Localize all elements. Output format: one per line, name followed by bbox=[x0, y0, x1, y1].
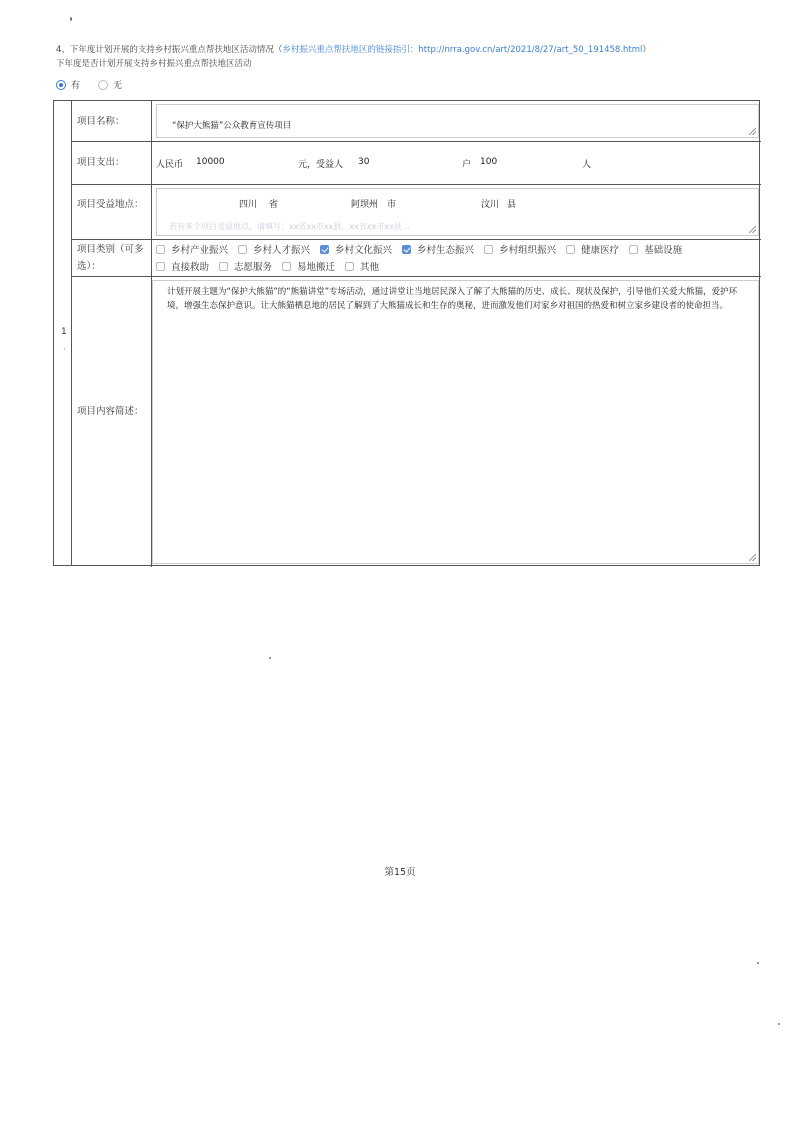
amount-input[interactable]: 10000 bbox=[196, 157, 225, 167]
question-title-suffix: ） bbox=[642, 45, 651, 55]
category-option-label: 乡村组织振兴 bbox=[499, 245, 557, 256]
guide-link[interactable]: 乡村振兴重点帮扶地区的链接指引：http://nrra.gov.cn/art/2021/8/27/art_50_191458.html bbox=[282, 45, 643, 55]
people-input[interactable]: 100 bbox=[480, 157, 498, 167]
ren-label: 人 bbox=[582, 160, 592, 170]
project-name-label: 项目名称： bbox=[72, 101, 152, 141]
checkbox-icon[interactable] bbox=[484, 245, 493, 254]
category-option-label: 志愿服务 bbox=[234, 262, 273, 273]
checkbox-icon[interactable] bbox=[282, 262, 291, 271]
checkbox-checked-icon[interactable] bbox=[320, 245, 329, 254]
resize-handle-icon[interactable] bbox=[749, 554, 756, 561]
resize-handle-icon[interactable] bbox=[749, 128, 756, 135]
question-subtitle: 下年度是否计划开展支持乡村振兴重点帮扶地区活动 bbox=[56, 59, 252, 69]
location-row bbox=[72, 185, 761, 240]
category-option[interactable] bbox=[320, 242, 392, 256]
category-option[interactable] bbox=[156, 259, 209, 273]
question-title-prefix: 4、下年度计划开展的支持乡村振兴重点帮扶地区活动情况（ bbox=[56, 45, 283, 55]
location-input[interactable] bbox=[156, 188, 759, 236]
expense-row bbox=[72, 142, 761, 185]
category-option-label: 乡村人才振兴 bbox=[253, 245, 311, 256]
category-option[interactable] bbox=[156, 242, 228, 256]
city-value: 阿坝州 bbox=[351, 200, 379, 210]
row-index-column bbox=[54, 101, 72, 565]
category-label: 项目类别（可多选）： bbox=[72, 240, 152, 276]
province-unit: 省 bbox=[269, 200, 279, 210]
category-option-label: 乡村产业振兴 bbox=[171, 245, 229, 256]
yuan-label: 元，受益人 bbox=[298, 160, 344, 170]
checkbox-icon[interactable] bbox=[629, 245, 638, 254]
checkbox-icon[interactable] bbox=[345, 262, 354, 271]
category-row bbox=[72, 240, 761, 277]
project-name-row bbox=[72, 101, 761, 142]
category-option-label: 乡村文化振兴 bbox=[335, 245, 393, 256]
row-index: 1 bbox=[61, 327, 67, 337]
category-option[interactable] bbox=[566, 242, 619, 256]
radio-no-label: 无 bbox=[113, 81, 123, 91]
location-label: 项目受益地点： bbox=[72, 185, 152, 239]
category-option[interactable] bbox=[282, 259, 335, 273]
category-option-label: 基础设施 bbox=[644, 245, 683, 256]
hu-label: 户 bbox=[462, 160, 472, 170]
radio-no[interactable] bbox=[98, 80, 108, 90]
households-input[interactable]: 30 bbox=[358, 157, 370, 167]
category-option[interactable] bbox=[238, 242, 310, 256]
description-value: 计划开展主题为“保护大熊猫”的“熊猫讲堂”专场活动，通过讲堂让当地居民深入了解了大熊猫的历史、成长、现状及保护，引导他们关爱大熊猫，爱护环境，增强生态保护意识。让大熊猫栖息地的居民了解到了大熊猫成长和生存的奥秘，进而激发他们对家乡对祖国的热爱和树立家乡建设者的使命担当。 bbox=[167, 287, 738, 311]
checkbox-checked-icon[interactable] bbox=[402, 245, 411, 254]
category-option-label: 直接救助 bbox=[171, 262, 210, 273]
city-unit: 市 bbox=[387, 200, 397, 210]
description-label: 项目内容简述： bbox=[72, 277, 152, 567]
project-name-value: “保护大熊猫”公众教育宣传项目 bbox=[172, 121, 292, 131]
expense-label: 项目支出： bbox=[72, 142, 152, 184]
page-number: 第15页 bbox=[384, 867, 416, 878]
checkbox-icon[interactable] bbox=[238, 245, 247, 254]
question-title bbox=[56, 43, 651, 55]
project-name-input[interactable] bbox=[156, 104, 759, 138]
row-index-dot: · bbox=[63, 345, 66, 354]
category-option[interactable] bbox=[484, 242, 556, 256]
currency-label: 人民币 bbox=[156, 160, 184, 170]
scan-speck bbox=[269, 657, 271, 659]
category-option-label: 健康医疗 bbox=[581, 245, 620, 256]
category-option-label: 其他 bbox=[360, 262, 380, 273]
scan-speck bbox=[778, 1023, 780, 1025]
county-value: 汶川 bbox=[481, 200, 500, 210]
description-textarea[interactable] bbox=[152, 280, 759, 564]
checkbox-icon[interactable] bbox=[156, 245, 165, 254]
activity-radio-group bbox=[56, 78, 140, 91]
checkbox-icon[interactable] bbox=[566, 245, 575, 254]
category-option[interactable] bbox=[629, 242, 682, 256]
category-option[interactable] bbox=[219, 259, 272, 273]
category-option-label: 易地搬迁 bbox=[297, 262, 336, 273]
radio-yes[interactable] bbox=[56, 80, 66, 90]
category-option[interactable] bbox=[402, 242, 474, 256]
scan-speck bbox=[757, 962, 759, 964]
checkbox-icon[interactable] bbox=[156, 262, 165, 271]
category-option[interactable] bbox=[345, 259, 379, 273]
description-row bbox=[72, 277, 761, 567]
resize-handle-icon[interactable] bbox=[749, 226, 756, 233]
radio-yes-label: 有 bbox=[71, 81, 81, 91]
category-option-label: 乡村生态振兴 bbox=[417, 245, 475, 256]
checkbox-icon[interactable] bbox=[219, 262, 228, 271]
location-placeholder: 若有多个项目受益地点，请填写：xx省xx市xx县，xx省xx市xx县… bbox=[169, 222, 410, 231]
province-value: 四川 bbox=[239, 200, 258, 210]
project-form-table bbox=[53, 100, 760, 566]
county-unit: 县 bbox=[507, 200, 517, 210]
scan-speck bbox=[70, 17, 72, 21]
